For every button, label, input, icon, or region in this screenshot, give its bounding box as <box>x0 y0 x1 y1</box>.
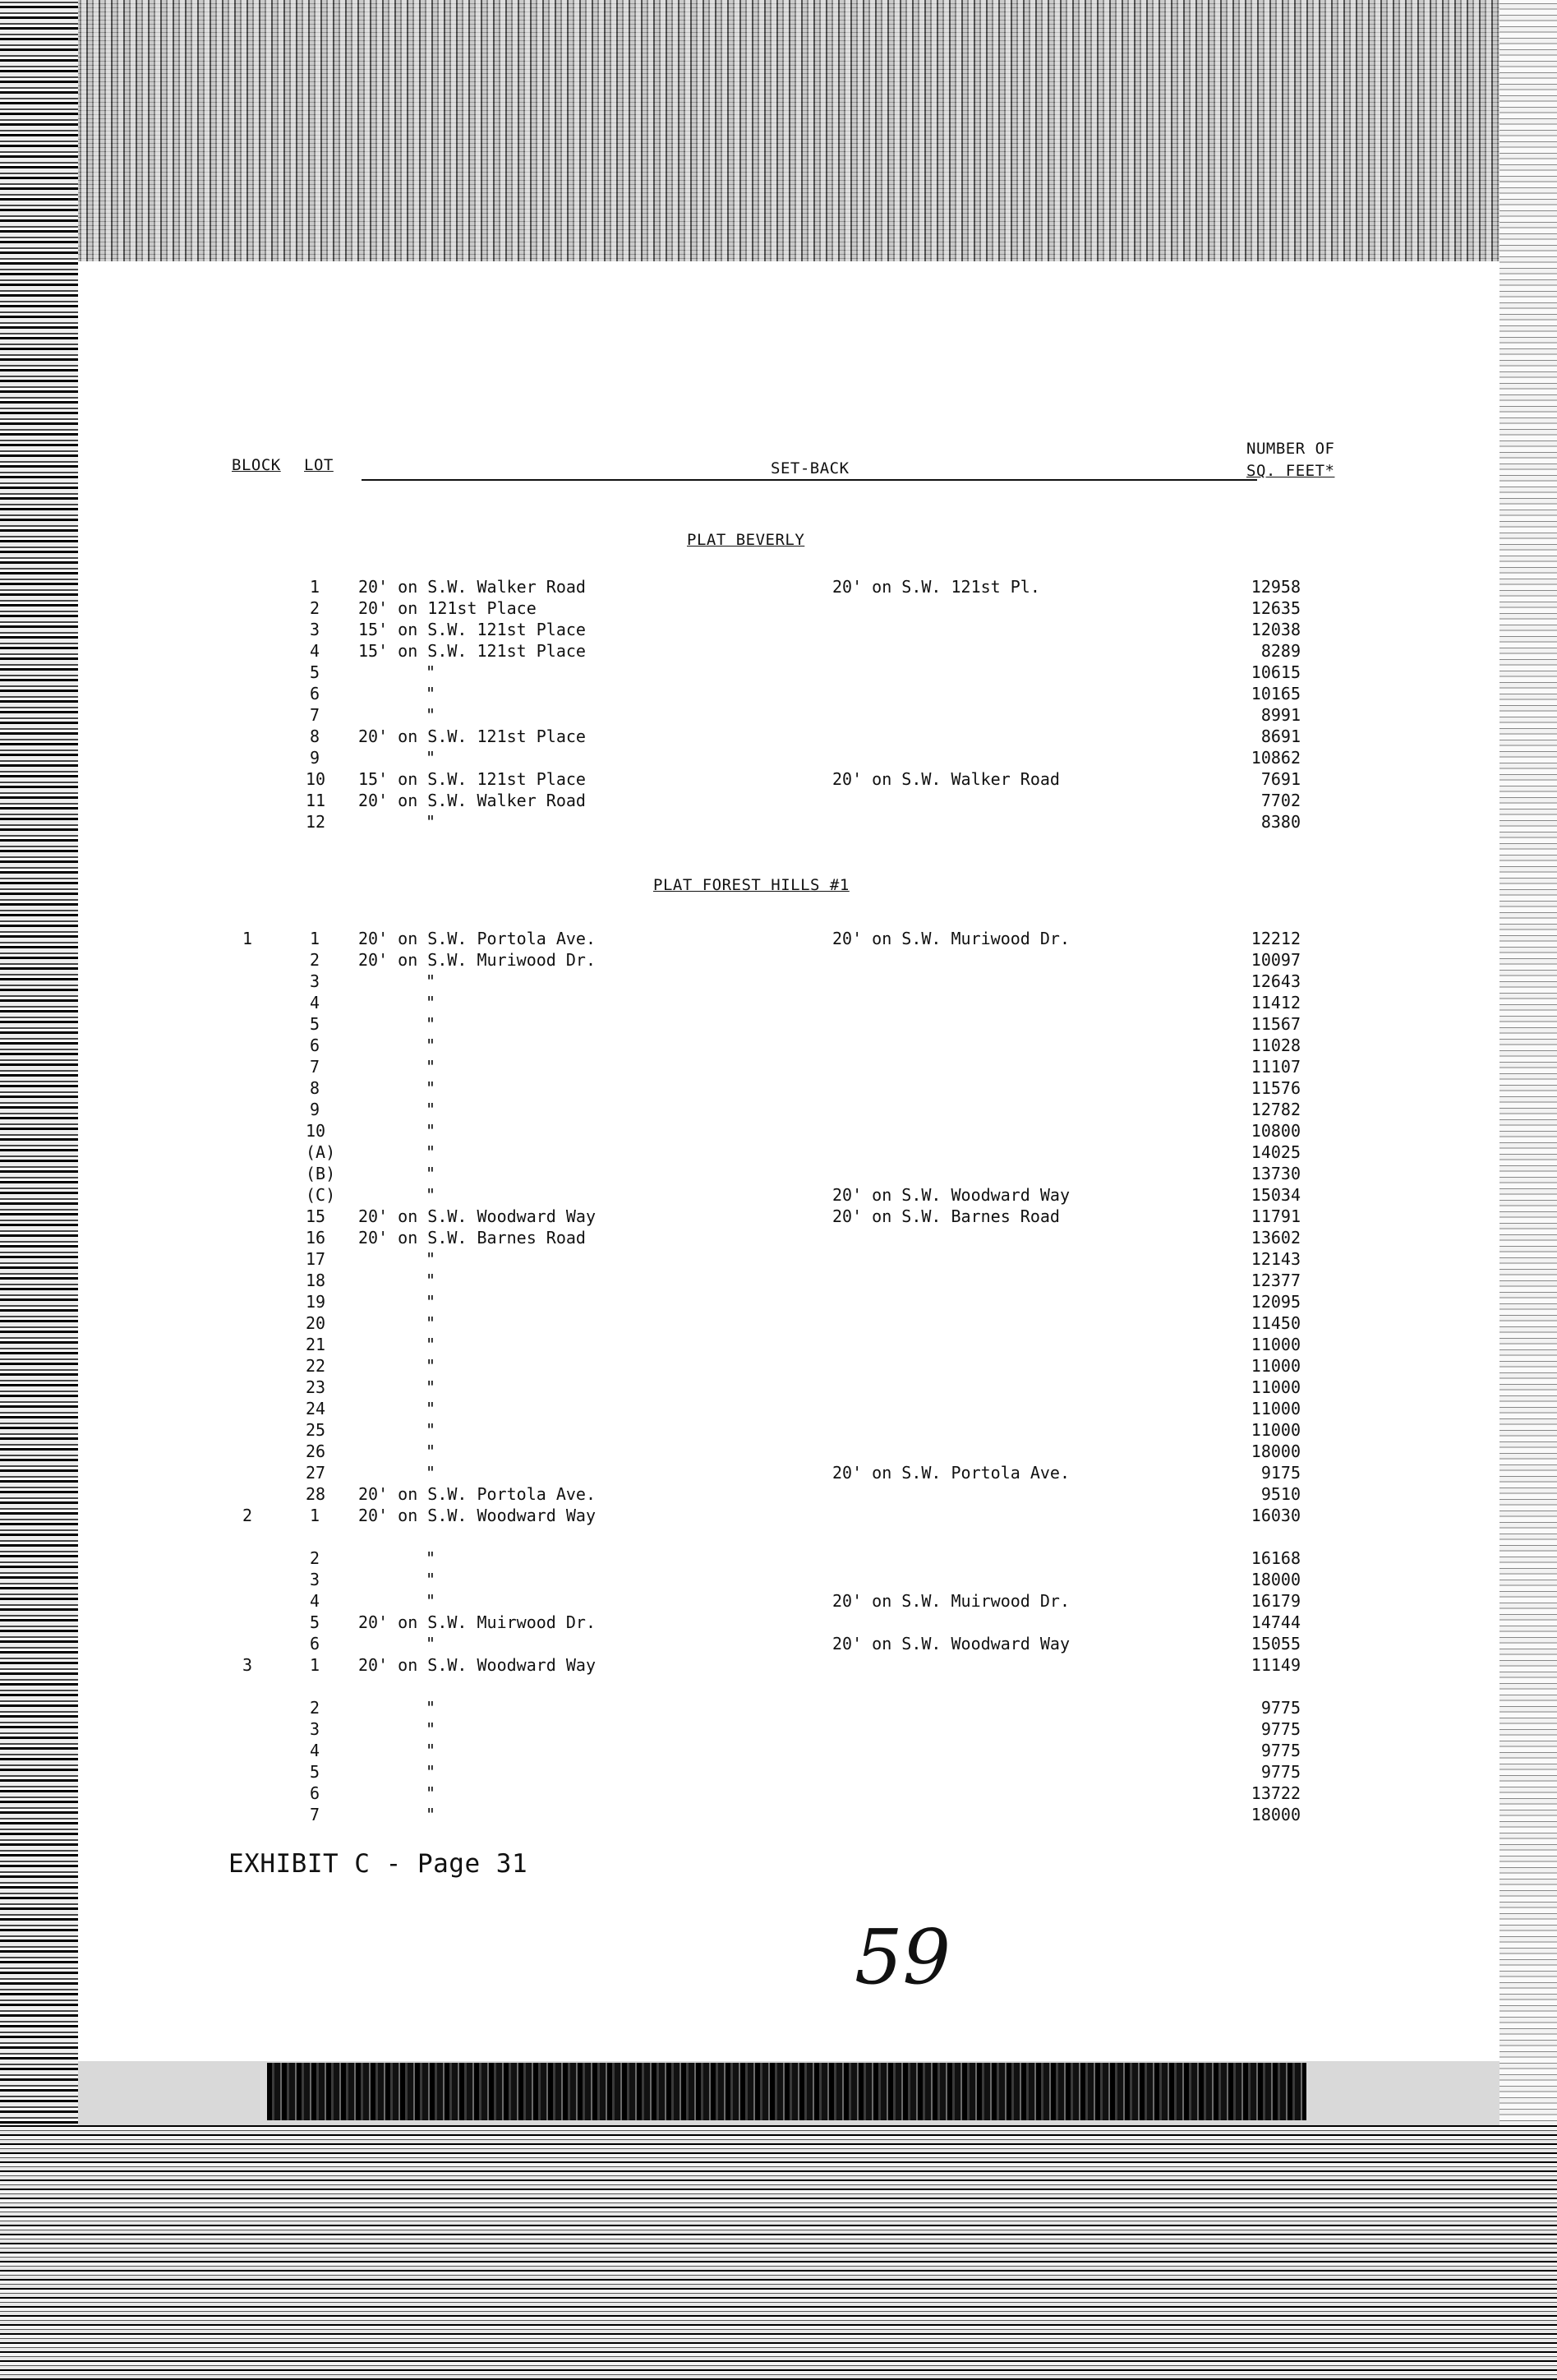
setback-primary: 20' on S.W. Barnes Road <box>358 1228 586 1248</box>
scan-dark-strip <box>267 2063 1306 2120</box>
setback-primary: 20' on S.W. Muriwood Dr. <box>358 950 596 970</box>
square-feet: 10615 <box>1251 662 1301 682</box>
square-feet: 13722 <box>1251 1783 1301 1803</box>
lot-number: 6 <box>310 1035 320 1055</box>
lot-number: 10 <box>306 769 326 789</box>
lot-number: 5 <box>310 662 320 682</box>
square-feet: 8991 <box>1260 705 1301 725</box>
section-title-plat-beverly: PLAT BEVERLY <box>687 531 805 549</box>
setback-primary: " <box>426 1142 436 1162</box>
setback-primary: " <box>426 1783 436 1803</box>
lot-number: 5 <box>310 1014 320 1034</box>
lot-number: 5 <box>310 1762 320 1782</box>
lot-number: 2 <box>310 950 320 970</box>
square-feet: 12038 <box>1251 620 1301 639</box>
setback-primary: " <box>426 1121 436 1141</box>
setback-primary: " <box>426 1591 436 1611</box>
lot-number: 3 <box>310 620 320 639</box>
square-feet: 14025 <box>1251 1142 1301 1162</box>
setback-primary: " <box>426 1078 436 1098</box>
lot-number: 4 <box>310 993 320 1012</box>
setback-primary: 15' on S.W. 121st Place <box>358 641 586 661</box>
lot-number: 24 <box>306 1399 326 1418</box>
header-block: BLOCK <box>232 456 281 474</box>
square-feet: 9775 <box>1260 1698 1301 1718</box>
setback-primary: " <box>426 1570 436 1589</box>
lot-number: 16 <box>306 1228 326 1248</box>
setback-primary: " <box>426 1463 436 1483</box>
lot-number: (C) <box>306 1185 336 1205</box>
lot-number: 20 <box>306 1313 326 1333</box>
setback-primary: 20' on 121st Place <box>358 598 537 618</box>
header-rule <box>362 479 1257 481</box>
square-feet: 11000 <box>1251 1420 1301 1440</box>
lot-number: 8 <box>310 726 320 746</box>
setback-primary: " <box>426 1185 436 1205</box>
lot-number: 2 <box>310 598 320 618</box>
setback-primary: " <box>426 1741 436 1760</box>
setback-primary: 20' on S.W. 121st Place <box>358 726 586 746</box>
setback-primary: " <box>426 1335 436 1354</box>
square-feet: 12643 <box>1251 971 1301 991</box>
setback-primary: " <box>426 1014 436 1034</box>
setback-primary: 15' on S.W. 121st Place <box>358 620 586 639</box>
square-feet: 18000 <box>1251 1805 1301 1824</box>
setback-primary: " <box>426 1805 436 1824</box>
setback-primary: " <box>426 993 436 1012</box>
square-feet: 11412 <box>1251 993 1301 1012</box>
square-feet: 10097 <box>1251 950 1301 970</box>
lot-number: 22 <box>306 1356 326 1376</box>
setback-primary: " <box>426 1634 436 1654</box>
lot-number: 8 <box>310 1078 320 1098</box>
lot-number: 17 <box>306 1249 326 1269</box>
lot-number: 1 <box>310 1655 320 1675</box>
setback-primary: " <box>426 748 436 768</box>
setback-secondary: 20' on S.W. 121st Pl. <box>832 577 1040 597</box>
lot-number: 15 <box>306 1206 326 1226</box>
setback-primary: " <box>426 684 436 703</box>
setback-primary: " <box>426 1100 436 1119</box>
lot-number: 7 <box>310 1805 320 1824</box>
setback-primary: " <box>426 812 436 832</box>
setback-primary: 20' on S.W. Walker Road <box>358 577 586 597</box>
block-number: 3 <box>242 1655 253 1675</box>
scan-noise-top <box>0 0 1557 271</box>
square-feet: 13602 <box>1251 1228 1301 1248</box>
square-feet: 11000 <box>1251 1377 1301 1397</box>
scan-noise-bottom <box>0 2125 1557 2380</box>
setback-primary: " <box>426 1698 436 1718</box>
lot-number: 4 <box>310 641 320 661</box>
setback-primary: " <box>426 1164 436 1183</box>
section-title-plat-forest-hills: PLAT FOREST HILLS #1 <box>653 876 850 894</box>
lot-number: 3 <box>310 1719 320 1739</box>
square-feet: 11576 <box>1251 1078 1301 1098</box>
setback-primary: " <box>426 662 436 682</box>
setback-primary: " <box>426 1548 436 1568</box>
square-feet: 16030 <box>1251 1506 1301 1525</box>
setback-primary: 20' on S.W. Walker Road <box>358 791 586 810</box>
square-feet: 15055 <box>1251 1634 1301 1654</box>
setback-secondary: 20' on S.W. Muriwood Dr. <box>832 929 1070 948</box>
scan-noise-right <box>1499 0 1557 2380</box>
setback-primary: " <box>426 1313 436 1333</box>
lot-number: 12 <box>306 812 326 832</box>
document-page <box>78 261 1499 2061</box>
lot-number: (A) <box>306 1142 336 1162</box>
lot-number: 10 <box>306 1121 326 1141</box>
exhibit-label: EXHIBIT C - Page 31 <box>228 1849 528 1879</box>
setback-primary: " <box>426 1292 436 1312</box>
setback-primary: " <box>426 1719 436 1739</box>
square-feet: 8289 <box>1260 641 1301 661</box>
lot-number: 28 <box>306 1484 326 1504</box>
square-feet: 12635 <box>1251 598 1301 618</box>
lot-number: 19 <box>306 1292 326 1312</box>
square-feet: 11107 <box>1251 1057 1301 1077</box>
square-feet: 9775 <box>1260 1762 1301 1782</box>
square-feet: 13730 <box>1251 1164 1301 1183</box>
lot-number: (B) <box>306 1164 336 1183</box>
square-feet: 15034 <box>1251 1185 1301 1205</box>
handwritten-page-number: 59 <box>855 1913 951 2001</box>
lot-number: 9 <box>310 748 320 768</box>
square-feet: 8380 <box>1260 812 1301 832</box>
lot-number: 6 <box>310 1783 320 1803</box>
square-feet: 11149 <box>1251 1655 1301 1675</box>
square-feet: 11450 <box>1251 1313 1301 1333</box>
square-feet: 12782 <box>1251 1100 1301 1119</box>
setback-primary: 20' on S.W. Woodward Way <box>358 1655 596 1675</box>
square-feet: 10165 <box>1251 684 1301 703</box>
setback-primary: 20' on S.W. Portola Ave. <box>358 1484 596 1504</box>
block-number: 2 <box>242 1506 253 1525</box>
square-feet: 7702 <box>1260 791 1301 810</box>
square-feet: 9775 <box>1260 1741 1301 1760</box>
square-feet: 9175 <box>1260 1463 1301 1483</box>
setback-primary: 20' on S.W. Woodward Way <box>358 1506 596 1525</box>
setback-primary: " <box>426 1377 436 1397</box>
square-feet: 16168 <box>1251 1548 1301 1568</box>
setback-primary: " <box>426 971 436 991</box>
square-feet: 8691 <box>1260 726 1301 746</box>
scan-noise-left <box>0 0 78 2380</box>
lot-number: 25 <box>306 1420 326 1440</box>
setback-primary: " <box>426 1035 436 1055</box>
lot-number: 4 <box>310 1591 320 1611</box>
setback-secondary: 20' on S.W. Barnes Road <box>832 1206 1060 1226</box>
lot-number: 1 <box>310 1506 320 1525</box>
square-feet: 16179 <box>1251 1591 1301 1611</box>
setback-primary: 15' on S.W. 121st Place <box>358 769 586 789</box>
square-feet: 12377 <box>1251 1271 1301 1290</box>
setback-primary: 20' on S.W. Portola Ave. <box>358 929 596 948</box>
setback-primary: " <box>426 1356 436 1376</box>
header-sqft-line2: SQ. FEET* <box>1246 462 1335 480</box>
lot-number: 6 <box>310 1634 320 1654</box>
header-sqft-line1: NUMBER OF <box>1246 440 1335 458</box>
lot-number: 1 <box>310 577 320 597</box>
setback-primary: " <box>426 1249 436 1269</box>
lot-number: 2 <box>310 1698 320 1718</box>
square-feet: 10862 <box>1251 748 1301 768</box>
lot-number: 7 <box>310 1057 320 1077</box>
square-feet: 11028 <box>1251 1035 1301 1055</box>
lot-number: 1 <box>310 929 320 948</box>
setback-primary: " <box>426 1441 436 1461</box>
square-feet: 11791 <box>1251 1206 1301 1226</box>
lot-number: 5 <box>310 1612 320 1632</box>
setback-primary: " <box>426 705 436 725</box>
setback-primary: " <box>426 1420 436 1440</box>
square-feet: 12095 <box>1251 1292 1301 1312</box>
header-setback: SET-BACK <box>771 459 850 477</box>
lot-number: 18 <box>306 1271 326 1290</box>
square-feet: 14744 <box>1251 1612 1301 1632</box>
square-feet: 18000 <box>1251 1570 1301 1589</box>
lot-number: 21 <box>306 1335 326 1354</box>
lot-number: 27 <box>306 1463 326 1483</box>
square-feet: 11567 <box>1251 1014 1301 1034</box>
square-feet: 11000 <box>1251 1335 1301 1354</box>
square-feet: 7691 <box>1260 769 1301 789</box>
setback-primary: " <box>426 1399 436 1418</box>
setback-secondary: 20' on S.W. Walker Road <box>832 769 1060 789</box>
square-feet: 10800 <box>1251 1121 1301 1141</box>
lot-number: 7 <box>310 705 320 725</box>
lot-number: 6 <box>310 684 320 703</box>
setback-secondary: 20' on S.W. Woodward Way <box>832 1634 1070 1654</box>
setback-primary: 20' on S.W. Muirwood Dr. <box>358 1612 596 1632</box>
setback-primary: " <box>426 1271 436 1290</box>
setback-secondary: 20' on S.W. Portola Ave. <box>832 1463 1070 1483</box>
square-feet: 11000 <box>1251 1356 1301 1376</box>
setback-secondary: 20' on S.W. Woodward Way <box>832 1185 1070 1205</box>
square-feet: 9775 <box>1260 1719 1301 1739</box>
setback-primary: " <box>426 1057 436 1077</box>
setback-primary: " <box>426 1762 436 1782</box>
square-feet: 12143 <box>1251 1249 1301 1269</box>
square-feet: 12212 <box>1251 929 1301 948</box>
lot-number: 9 <box>310 1100 320 1119</box>
lot-number: 23 <box>306 1377 326 1397</box>
lot-number: 11 <box>306 791 326 810</box>
lot-number: 4 <box>310 1741 320 1760</box>
setback-primary: 20' on S.W. Woodward Way <box>358 1206 596 1226</box>
square-feet: 11000 <box>1251 1399 1301 1418</box>
square-feet: 18000 <box>1251 1441 1301 1461</box>
lot-number: 26 <box>306 1441 326 1461</box>
setback-secondary: 20' on S.W. Muirwood Dr. <box>832 1591 1070 1611</box>
lot-number: 3 <box>310 971 320 991</box>
lot-number: 3 <box>310 1570 320 1589</box>
header-lot: LOT <box>304 456 334 474</box>
lot-number: 2 <box>310 1548 320 1568</box>
square-feet: 9510 <box>1260 1484 1301 1504</box>
square-feet: 12958 <box>1251 577 1301 597</box>
block-number: 1 <box>242 929 253 948</box>
